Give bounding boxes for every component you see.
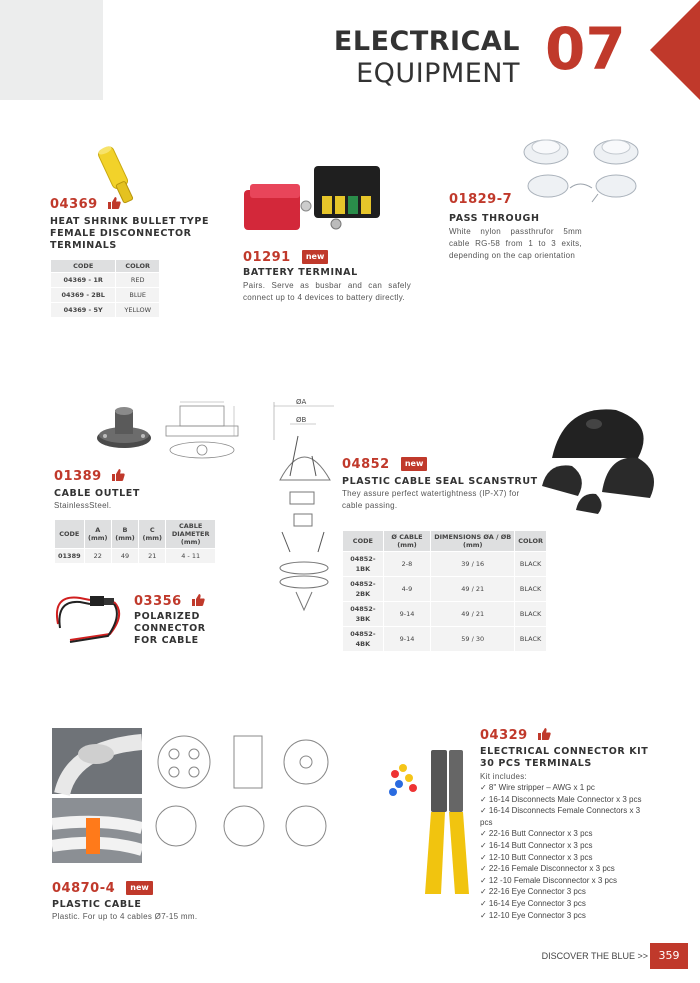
list-item: ✓ 12 -10 Female Disconnector x 3 pcs <box>480 875 617 885</box>
polarized-connector-image <box>50 584 128 646</box>
product-code: 01829-7 <box>449 192 513 207</box>
list-item: ✓ 22-16 Eye Connector 3 pcs <box>480 887 586 897</box>
table-header: COLOR <box>116 260 160 273</box>
list-item: ✓ 16-14 Eye Connector 3 pcs <box>480 898 586 908</box>
table-cell: YELLOW <box>116 303 160 318</box>
product-title: PLASTIC CABLE <box>52 899 142 910</box>
kit-contents-list <box>480 782 652 921</box>
product-title: HEAT SHRINK BULLET TYPE FEMALE DISCONNECTOR TERMINALS <box>50 216 210 251</box>
table-cell: 04852-3BK <box>343 602 384 627</box>
table-cell: 04369 - 1R <box>51 273 116 288</box>
diameter-a-label: ØA <box>296 398 307 406</box>
table-cell: 04852-1BK <box>343 552 384 577</box>
table-cell: 4 - 11 <box>166 549 216 564</box>
product-title: POLARIZED CONNECTOR FOR CABLE <box>134 611 206 646</box>
table-cell: 39 / 16 <box>431 552 515 577</box>
product-code: 04870-4 <box>52 881 116 896</box>
product-title: ELECTRICAL CONNECTOR KIT 30 PCS TERMINALS <box>480 746 649 769</box>
product-description: They assure perfect watertightness (IP-X7) for cable passing. <box>342 489 520 510</box>
product-title: BATTERY TERMINAL <box>243 267 358 278</box>
diameter-b-label: ØB <box>296 416 307 424</box>
table-header: B (mm) <box>111 520 138 549</box>
table-cell: BLACK <box>515 552 547 577</box>
product-title: PLASTIC CABLE SEAL SCANSTRUT <box>342 476 538 487</box>
product-code: 04852 <box>342 457 390 472</box>
table-cell: 04852-4BK <box>343 627 384 652</box>
product-code: 04329 <box>480 728 528 743</box>
table-cell: 21 <box>139 549 166 564</box>
table-cell: 49 <box>111 549 138 564</box>
product-code: 01291 <box>243 250 291 265</box>
page-title: ELECTRICAL <box>333 26 520 57</box>
product-description: Pairs. Serve as busbar and can safely connect up to 4 devices to battery directly. <box>243 281 411 302</box>
table-cell: BLACK <box>515 577 547 602</box>
thumbs-up-icon <box>537 727 551 741</box>
product-04369-header <box>50 193 121 212</box>
table-cell: 22 <box>84 549 111 564</box>
product-code: 01389 <box>54 469 102 484</box>
table-cell: 49 / 21 <box>431 602 515 627</box>
table-row <box>343 602 547 627</box>
thumbs-up-icon <box>191 593 205 607</box>
table-cell: 04369 - 2BL <box>51 288 116 303</box>
product-code: 04369 <box>50 197 98 212</box>
table-cell: 01389 <box>55 549 85 564</box>
table-row <box>51 303 160 318</box>
table-header: COLOR <box>515 531 547 552</box>
table-cell: 49 / 21 <box>431 577 515 602</box>
table-cell: BLACK <box>515 602 547 627</box>
product-description: Plastic. For up to 4 cables Ø7-15 mm. <box>52 912 198 921</box>
table-cell: BLACK <box>515 627 547 652</box>
table-header: C (mm) <box>139 520 166 549</box>
cable-seal-exploded-drawing <box>268 396 340 616</box>
list-item: ✓ 16-14 Disconnects Male Connector x 3 pcs <box>480 794 642 804</box>
spec-table-01389 <box>54 519 216 564</box>
thumbs-up-icon <box>107 196 121 210</box>
product-01291-header <box>243 246 328 265</box>
table-header: DIMENSIONS ØA / ØB (mm) <box>431 531 515 552</box>
product-code: 03356 <box>134 594 182 609</box>
product-description: White nylon passthrufor 5mm cable RG-58 from 1 to 3 exits, depending on the cap orientation <box>449 227 582 260</box>
product-title: CABLE OUTLET <box>54 488 140 499</box>
table-cell: 4-9 <box>383 577 430 602</box>
connector-kit-image <box>385 744 475 904</box>
table-header: CODE <box>343 531 384 552</box>
table-row <box>51 288 160 303</box>
product-04329-header <box>480 724 551 743</box>
list-item: ✓ 22-16 Butt Connector x 3 pcs <box>480 829 593 839</box>
product-04870-header <box>52 877 153 896</box>
table-cell: 04369 - 5Y <box>51 303 116 318</box>
page-number: 359 <box>650 943 688 969</box>
list-item: ✓ 12-10 Eye Connector 3 pcs <box>480 910 586 920</box>
table-row <box>343 552 547 577</box>
chapter-number: 07 <box>545 15 626 83</box>
product-03356-header <box>134 590 205 609</box>
kit-intro: Kit includes: <box>480 772 528 781</box>
table-cell: 59 / 30 <box>431 627 515 652</box>
table-header: CODE <box>51 260 116 273</box>
product-title: PASS THROUGH <box>449 213 540 224</box>
table-header: CODE <box>55 520 85 549</box>
list-item: ✓ 12-10 Butt Connector x 3 pcs <box>480 852 593 862</box>
cable-seal-image <box>532 400 662 515</box>
pass-through-image <box>518 130 646 205</box>
table-row <box>51 273 160 288</box>
new-badge: new <box>401 457 428 471</box>
cable-outlet-image <box>95 402 153 452</box>
table-cell: 04852-2BK <box>343 577 384 602</box>
table-row <box>343 577 547 602</box>
page-subtitle: EQUIPMENT <box>356 58 520 89</box>
footer-tagline: DISCOVER THE BLUE >> <box>541 951 648 961</box>
table-header: Ø CABLE (mm) <box>383 531 430 552</box>
list-item: ✓ 8'' Wire stripper – AWG x 1 pc <box>480 783 595 792</box>
new-badge: new <box>126 881 153 895</box>
spec-table-04369 <box>50 259 160 318</box>
table-cell: 9-14 <box>383 602 430 627</box>
table-header: CABLE DIAMETER (mm) <box>166 520 216 549</box>
table-header: A (mm) <box>84 520 111 549</box>
corner-block <box>0 0 103 100</box>
thumbs-up-icon <box>111 468 125 482</box>
product-04852-header <box>342 453 427 472</box>
chapter-arrow-icon <box>648 0 700 100</box>
plastic-cable-photos <box>52 728 142 863</box>
table-row <box>343 627 547 652</box>
battery-terminal-image <box>240 158 390 246</box>
table-cell: BLUE <box>116 288 160 303</box>
table-cell: 9-14 <box>383 627 430 652</box>
list-item: ✓ 16-14 Disconnects Female Connectors x 3 pcs <box>480 806 641 827</box>
product-01389-header <box>54 465 125 484</box>
plastic-cable-technical-drawing <box>146 726 334 852</box>
table-row <box>55 549 216 564</box>
new-badge: new <box>302 250 329 264</box>
list-item: ✓ 22-16 Female Disconnector x 3 pcs <box>480 864 615 874</box>
product-description: StainlessSteel. <box>54 501 112 510</box>
cable-outlet-drawing <box>162 398 242 468</box>
table-cell: 2-8 <box>383 552 430 577</box>
table-cell: RED <box>116 273 160 288</box>
spec-table-04852 <box>342 530 547 652</box>
list-item: ✓ 16-14 Butt Connector x 3 pcs <box>480 840 593 850</box>
